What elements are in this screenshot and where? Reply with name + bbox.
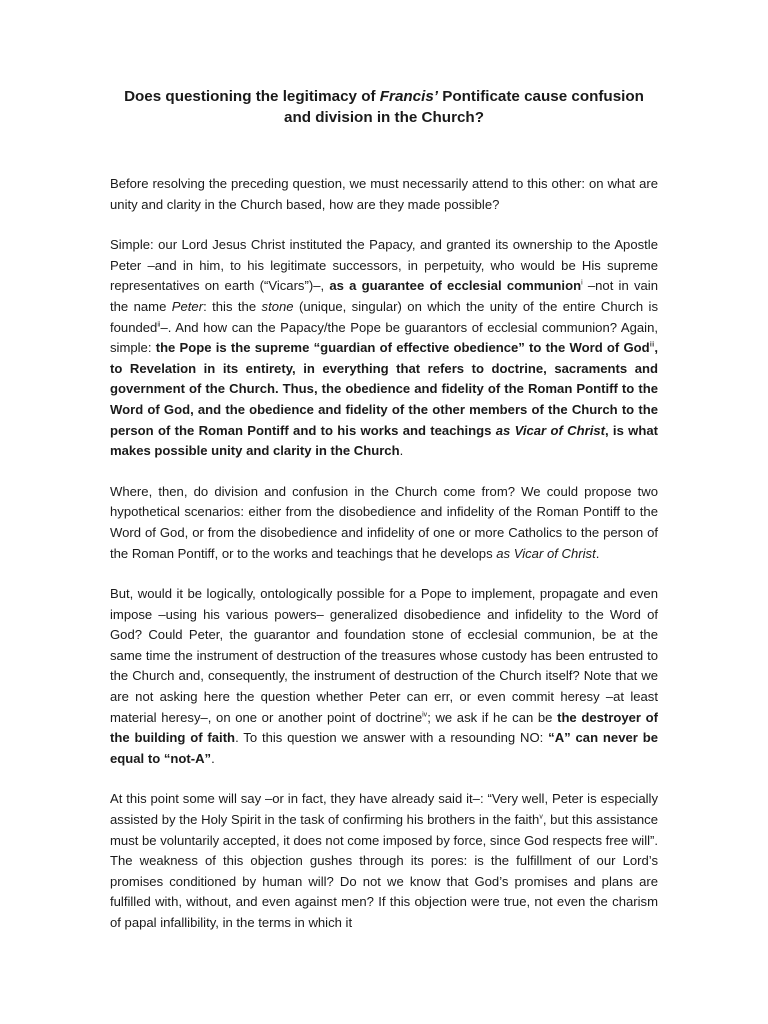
- p2-bold-1: as a guarantee of ecclesial communion: [329, 278, 582, 294]
- endnote-ref-v[interactable]: v: [539, 813, 543, 821]
- p3-text-1: Where, then, do division and confusion in the Church come from? We could propose two hypothetical scenarios: either from the disobedience and infidelity of the Roman Pontiff to the Word of God, or from the disobedience and infidelity of one or more Catholics to the person of the Roman Pontiff, or to the works and teachings that he develops: [110, 483, 658, 561]
- endnote-ref-iv[interactable]: iv: [422, 711, 428, 719]
- p4-bold-2: “A” can never be equal to “not-A”: [110, 730, 658, 766]
- p5-text-2: , but this assistance must be voluntarily accepted, it does not come imposed by force, since God respects free will”. The weakness of this objection gushes through its pores: is the fulfillment of our Lord’s promises conditioned by human will? Do not we know that God’s promises and plans are fulfilled with, without, and even against men? If this objection were true, not even the charism of papal infallibility, in the terms in which it: [110, 812, 659, 930]
- paragraph-3: [110, 482, 658, 564]
- p2-bold-3: , to Revelation in its entirety, in everything that refers to doctrine, sacraments and government of the Church. Thus, the obedience and fidelity of the Roman Pontiff to the Word of God, and the obedience and fidelity of the other members of the Church to the person of the Roman Pontiff and to his works and teachings: [110, 340, 658, 438]
- p2-text-4: (unique, singular) on which the unity of the entire Church is founded: [110, 298, 658, 335]
- paragraph-2: [110, 235, 658, 462]
- p2-text-3: : this the: [203, 298, 262, 314]
- p2-text-6: .: [399, 443, 404, 459]
- p3-text-2: .: [595, 545, 600, 561]
- p5-text-1: At this point some will say –or in fact, they have already said it–: “Very well, Peter is especially assisted by the Holy Spirit in the task of confirming his brothers in the faith: [110, 791, 658, 828]
- paragraph-1: Before resolving the preceding question, we must necessarily attend to this other: on what are unity and clarity in the Church based, how are they made possible?: [110, 176, 658, 212]
- document-page: [110, 86, 658, 954]
- p2-italic-stone: stone: [261, 298, 294, 314]
- title-text-1: Does questioning the legitimacy of: [124, 88, 380, 105]
- p2-text-5: –. And how can the Papacy/the Pope be guarantors of ecclesial communion? Again, simple:: [110, 319, 658, 356]
- endnote-ref-iii[interactable]: iii: [649, 341, 655, 349]
- endnote-ref-ii[interactable]: ii: [157, 321, 161, 329]
- p2-text-2: –not in vain the name: [110, 278, 658, 314]
- p2-bold-2: the Pope is the supreme “guardian of effective obedience” to the Word of God: [155, 340, 650, 356]
- paragraph-5: [110, 789, 658, 933]
- paragraph-4: [110, 584, 658, 769]
- p2-bold-italic-vicar: as Vicar of Christ: [495, 422, 605, 438]
- p2-bold-4: , is what makes possible unity and clarity in the Church: [110, 422, 658, 459]
- p2-italic-peter: Peter: [171, 298, 204, 314]
- p4-text-2: ; we ask if he can be: [427, 709, 558, 725]
- p4-text-3: . To this question we answer with a resounding NO:: [235, 730, 549, 746]
- p4-bold-1: the destroyer of the building of faith: [110, 709, 658, 746]
- p4-text-1: But, would it be logically, ontologically possible for a Pope to implement, propagate and even impose –using his various powers– generalized disobedience and infidelity to the Word of God? Could Peter, the guarantor and foundation stone of ecclesial communion, be at the same time the instrument of destruction of the treasures whose custody has been entrusted to the Church and, consequently, the instrument of destruction of the Church itself? Note that we are not asking here the question whether Peter can err, or even commit heresy –at least material heresy–, on one or another point of doctrine: [110, 586, 658, 725]
- document-title: [110, 86, 658, 128]
- endnote-ref-i[interactable]: i: [581, 280, 583, 288]
- p2-text-1: Simple: our Lord Jesus Christ instituted the Papacy, and granted its ownership to the Apostle Peter –and in him, to his legitimate successors, in perpetuity, who would be His supreme representatives on earth (“Vicars”)–,: [110, 237, 658, 294]
- p3-italic-vicar: as Vicar of Christ: [496, 545, 596, 561]
- title-text-2: Pontificate cause confusion and division in the Church?: [284, 88, 644, 126]
- title-italic-francis: Francis’: [379, 88, 439, 105]
- p4-text-4: .: [211, 750, 215, 766]
